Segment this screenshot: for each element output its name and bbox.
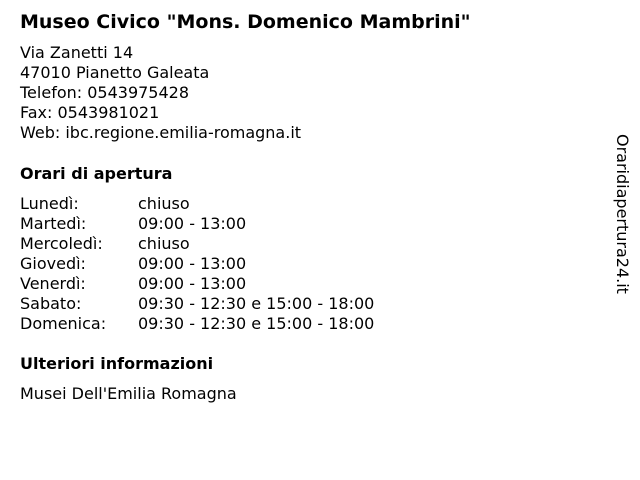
opening-hours-heading: Orari di apertura bbox=[20, 164, 173, 183]
hours-day: Domenica: bbox=[20, 314, 107, 333]
hours-time: 09:00 - 13:00 bbox=[138, 214, 247, 233]
hours-time: chiuso bbox=[138, 234, 190, 253]
hours-day: Giovedì: bbox=[20, 254, 86, 273]
hours-day: Venerdì: bbox=[20, 274, 86, 293]
hours-row bbox=[20, 314, 374, 334]
further-info-text: Musei Dell'Emilia Romagna bbox=[20, 384, 237, 403]
further-info-heading: Ulteriori informazioni bbox=[20, 354, 214, 373]
address-block bbox=[20, 43, 301, 143]
hours-row bbox=[20, 194, 374, 214]
city-address: 47010 Pianetto Galeata bbox=[20, 63, 210, 82]
hours-day: Lunedì: bbox=[20, 194, 79, 213]
hours-day: Mercoledì: bbox=[20, 234, 103, 253]
hours-time: 09:30 - 12:30 e 15:00 - 18:00 bbox=[138, 294, 375, 313]
hours-time: 09:30 - 12:30 e 15:00 - 18:00 bbox=[138, 314, 375, 333]
website: Web: ibc.regione.emilia-romagna.it bbox=[20, 123, 302, 142]
hours-time: chiuso bbox=[138, 194, 190, 213]
street-address: Via Zanetti 14 bbox=[20, 43, 134, 62]
hours-row bbox=[20, 294, 374, 314]
page-title: Museo Civico "Mons. Domenico Mambrini" bbox=[20, 11, 471, 33]
opening-hours-table bbox=[20, 194, 374, 334]
hours-row bbox=[20, 274, 374, 294]
brand-watermark: Oraridiapertura24.it bbox=[613, 134, 632, 294]
hours-day: Martedì: bbox=[20, 214, 87, 233]
hours-time: 09:00 - 13:00 bbox=[138, 274, 247, 293]
hours-row bbox=[20, 214, 374, 234]
phone-number: Telefon: 0543975428 bbox=[20, 83, 190, 102]
hours-time: 09:00 - 13:00 bbox=[138, 254, 247, 273]
hours-day: Sabato: bbox=[20, 294, 82, 313]
hours-row bbox=[20, 254, 374, 274]
fax-number: Fax: 0543981021 bbox=[20, 103, 160, 122]
hours-row bbox=[20, 234, 374, 254]
